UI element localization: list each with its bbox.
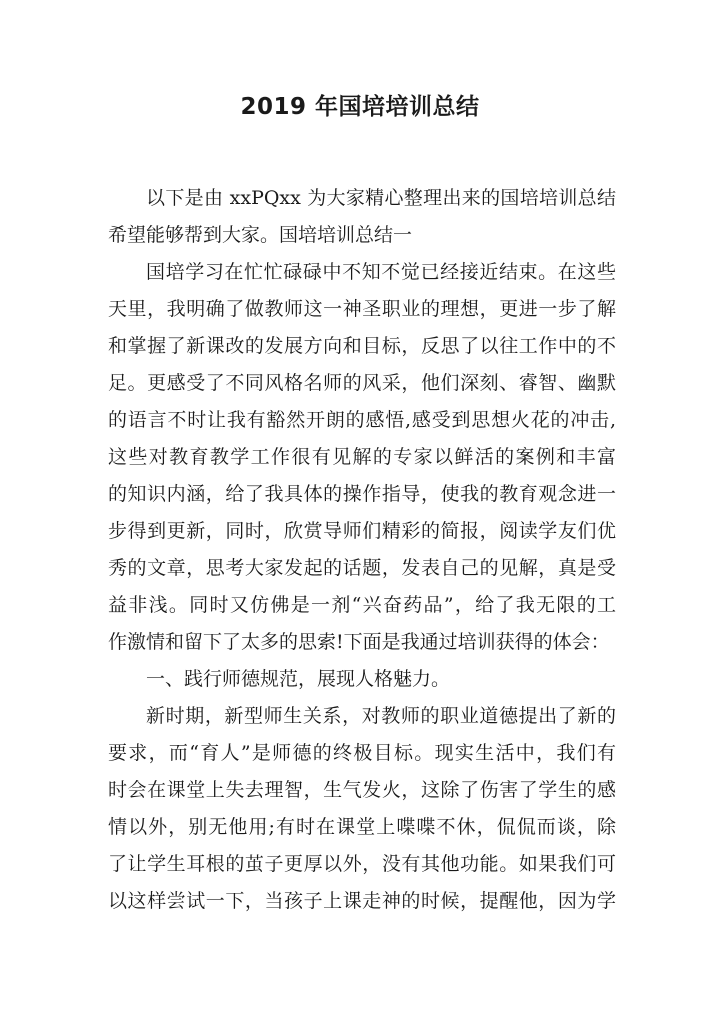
paragraph-line: 益非浅。同时又仿佛是一剂“兴奋药品”，给了我无限的工 <box>108 594 616 616</box>
paragraph-line: 天里，我明确了做教师这一神圣职业的理想，更进一步了解 <box>108 298 616 320</box>
paragraph-line: 这些对教育教学工作很有见解的专家以鲜活的案例和丰富 <box>108 446 616 468</box>
paragraph-line: 和掌握了新课改的发展方向和目标，反思了以往工作中的不 <box>108 335 616 357</box>
paragraph-line: 足。更感受了不同风格名师的风采，他们深刻、睿智、幽默 <box>108 372 616 394</box>
paragraph-line: 国培学习在忙忙碌碌中不知不觉已经接近结束。在这些 <box>146 261 616 283</box>
paragraph-line: 的知识内涵，给了我具体的操作指导，使我的教育观念进一 <box>108 483 616 505</box>
document-body <box>108 180 616 920</box>
paragraph-line: 的语言不时让我有豁然开朗的感悟,感受到思想火花的冲击, <box>108 409 616 431</box>
paragraph-line: 了让学生耳根的茧子更厚以外，没有其他功能。如果我们可 <box>108 853 616 875</box>
document-title: 2019 年国培培训总结 <box>240 94 480 120</box>
paragraph-line: 以这样尝试一下，当孩子上课走神的时候，提醒他，因为学 <box>108 890 616 912</box>
paragraph-line: 步得到更新，同时，欣赏导师们精彩的简报，阅读学友们优 <box>108 520 616 542</box>
paragraph-line: 秀的文章，思考大家发起的话题，发表自己的见解，真是受 <box>108 557 616 579</box>
paragraph-line: 作激情和留下了太多的思索!下面是我通过培训获得的体会： <box>108 631 610 653</box>
paragraph-line: 新时期，新型师生关系，对教师的职业道德提出了新的 <box>146 705 616 727</box>
paragraph-line: 以下是由 xxPQxx 为大家精心整理出来的国培培训总结 <box>146 187 616 209</box>
paragraph-line: 情以外，别无他用;有时在课堂上喋喋不休，侃侃而谈，除 <box>108 816 616 838</box>
paragraph-line: 要求，而“育人”是师德的终极目标。现实生活中，我们有 <box>108 742 616 764</box>
section-heading: 一、践行师德规范，展现人格魅力。 <box>146 668 451 690</box>
paragraph-line: 希望能够帮到大家。国培培训总结一 <box>108 224 413 246</box>
paragraph-line: 时会在课堂上失去理智，生气发火，这除了伤害了学生的感 <box>108 779 616 801</box>
